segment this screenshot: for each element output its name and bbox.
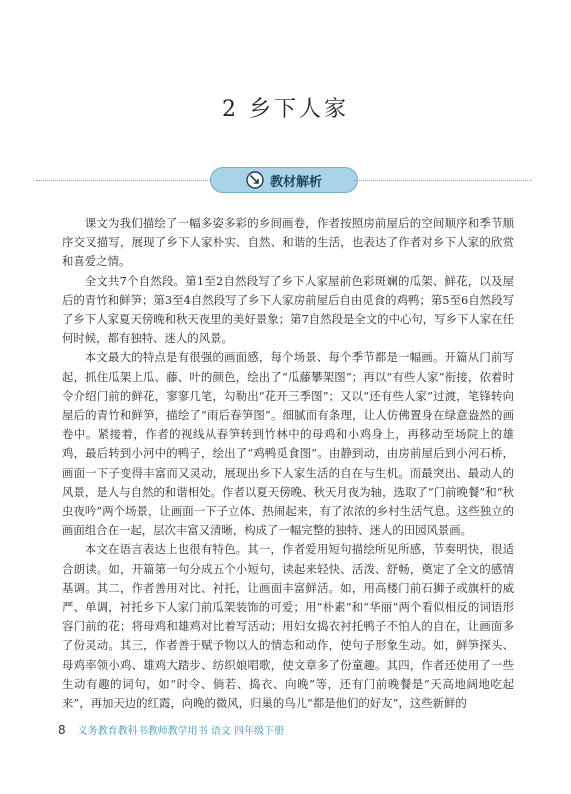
divider-right	[354, 180, 532, 181]
paragraph: 本文在语言表达上也很有特色。其一，作者爱用短句描绘所见所感，节奏明快，很适合朗读。如，开篇第一句分成五个小短句，读起来轻快、活泼、舒畅，奠定了全文的感情基调。其二，作者善用对比、衬托，让画面丰富鲜活。如，用高楼门前石狮子或旗杆的威严、单调，衬托乡下人家门前瓜架装饰的可爱；用“朴素”和“华丽”两个看似相反的词语形容门前的花；将母鸡和雄鸡对比着写活动；用妇女捣衣衬托鸭子不怕人的自在，让画面多了份灵动。其三，作者善于赋予物以人的情态和动作，使句子形象生动。如，鲜笋探头、母鸡率领小鸡、雄鸡大踏步、纺织娘唱歌，使文章多了份童趣。其四，作者还使用了一些生动有趣的词句，如“时令、倘若、捣衣、向晚”等，还有门前晚餐是“天高地阔地吃起来”，再加天边的红霞，向晚的微风，归巢的鸟儿“都是他们的好友”，这些新鲜的	[62, 542, 514, 711]
page-title: 2 乡下人家	[222, 97, 349, 122]
page-footer	[58, 722, 284, 737]
paragraph: 全文共7个自然段。第1至2自然段写了乡下人家屋前色彩斑斓的瓜架、鲜花，以及屋后的青竹和鲜笋；第3至4自然段写了乡下人家房前屋后自由觅食的鸡鸭；第5至6自然段写了乡下人家夏天傍晚和秋天夜里的美好景象；第7自然段是全文的中心句，写乡下人家在任何时候，都有独特、迷人的风景。	[62, 273, 514, 346]
book-title: 义务教育教科书教师教学用书 语文 四年级下册	[77, 726, 284, 737]
divider-left	[36, 180, 214, 181]
section-header	[36, 165, 532, 195]
pencil-circle-icon	[246, 171, 264, 189]
page-number: 8	[58, 723, 66, 737]
section-label: 教材解析	[269, 174, 322, 190]
paragraph: 课文为我们描绘了一幅多姿多彩的乡间画卷，作者按照房前屋后的空间顺序和季节顺序交叉描写，展现了乡下人家朴实、自然、和谐的生活，也表达了作者对乡下人家的欣赏和喜爱之情。	[62, 216, 514, 269]
paragraph: 本文最大的特点是有很强的画面感，每个场景、每个季节都是一幅画。开篇从门前写起，抓住瓜架上瓜、藤、叶的颜色，绘出了“瓜藤攀架图”；再以“有些人家”衔接，依着时令介绍门前的鲜花，寥寥几笔，勾勒出“花开三季图”；又以“还有些人家”过渡，笔锋转向屋后的青竹和鲜笋，描绘了“雨后春笋图”。细腻而有条理，让人仿佛置身在绿意盎然的画卷中。紧接着，作者的视线从春笋转到竹林中的母鸡和小鸡身上，再移动至场院上的雄鸡，最后转到小河中的鸭子，绘出了“鸡鸭觅食图”。由静到动，由房前屋后到小河石桥，画面一下子变得丰富而又灵动，展现出乡下人家生活的自在与生机。而最突出、最动人的风景，是人与自然的和谐相处。作者以夏天傍晚、秋天月夜为轴，选取了“门前晚餐”和“秋虫夜吟”两个场景，让画面一下子立体、热闹起来，有了浓浓的乡村生活气息。这些独立的画面组合在一起，层次丰富又清晰，构成了一幅完整的独特、迷人的田园风景画。	[62, 350, 514, 538]
body-text	[62, 214, 514, 713]
section-label-pill	[210, 167, 358, 193]
